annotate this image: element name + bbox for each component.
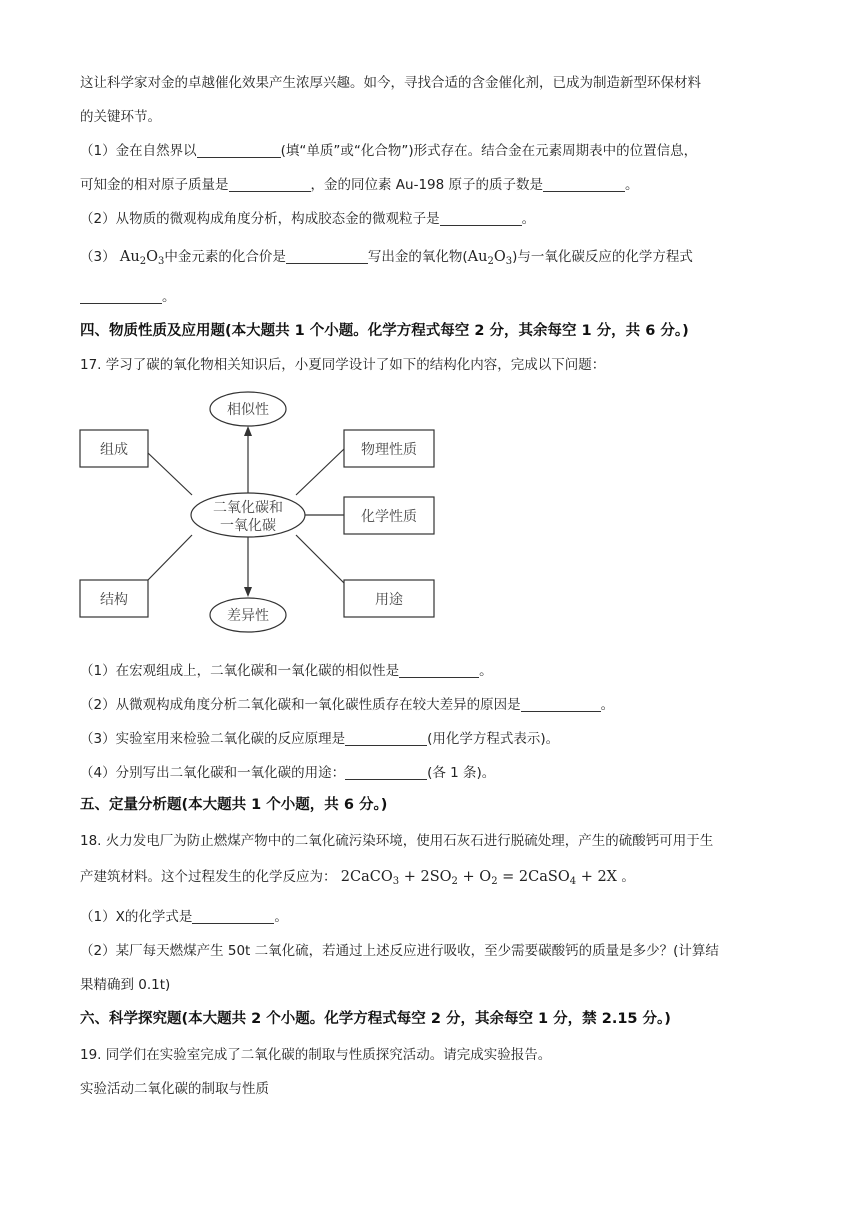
intro-line-2: 的关键环节。	[80, 109, 161, 125]
uses-label: 用途	[375, 592, 403, 608]
section5-title: 五、定量分析题(本大题共 1 个小题，共 6 分。)	[80, 797, 388, 813]
section6-title: 六、科学探究题(本大题共 2 个小题。化学方程式每空 2 分，其余每空 1 分，禁 2.15 分。)	[80, 1011, 671, 1027]
similarity-label: 相似性	[227, 402, 269, 418]
q18-part2-line2: 果精确到 0.1t)	[80, 977, 171, 993]
q18-p1-text: （1）X的化学式是	[80, 909, 193, 925]
q16-p2-text-b: 。	[521, 211, 536, 227]
answer-blank[interactable]	[197, 143, 281, 158]
composition-label: 组成	[100, 442, 128, 458]
structure-label: 结构	[100, 592, 128, 608]
q17-stem: 17. 学习了碳的氧化物相关知识后，小夏同学设计了如下的结构化内容，完成以下问题：	[80, 357, 606, 373]
q17-p4-end: (各 1 条)。	[427, 765, 496, 781]
q17-part1	[80, 662, 493, 680]
q17-p1-text: （1）在宏观组成上，二氧化碳和一氧化碳的相似性是	[80, 663, 400, 679]
q17-p3-text: （3）实验室用来检验二氧化碳的反应原理是	[80, 731, 346, 747]
q19-activity-title: 实验活动二氧化碳的制取与性质	[80, 1081, 269, 1097]
q16-p3-text-d: )与一氧化碳反应的化学方程式	[512, 249, 693, 265]
q16-part3	[80, 248, 693, 271]
intro-line-1: 这让科学家对金的卓越催化效果产生浓厚兴趣。如今，寻找合适的含金催化剂，已成为制造新型环保材料	[80, 75, 701, 91]
concept-map-diagram	[70, 385, 450, 645]
difference-label: 差异性	[227, 608, 269, 624]
q16-p3-text-b: 中金元素的化合价是	[164, 249, 286, 265]
answer-blank[interactable]	[440, 211, 522, 226]
answer-blank[interactable]	[192, 909, 274, 924]
q18-p1-end: 。	[274, 909, 288, 925]
q17-part4	[80, 764, 495, 782]
q16-p1-text-b: (填“单质”或“化合物”)形式存在。结合金在元素周期表中的位置信息，	[280, 143, 698, 159]
q17-p2-text: （2）从微观构成角度分析二氧化碳和一氧化碳性质存在较大差异的原因是	[80, 697, 521, 713]
answer-blank[interactable]	[399, 663, 479, 678]
q18-stem-line1: 18. 火力发电厂为防止燃煤产物中的二氧化硫污染环境，使用石灰石进行脱硫处理，产生的硫酸钙可用于生	[80, 833, 714, 849]
q17-p3-end: (用化学方程式表示)。	[427, 731, 560, 747]
answer-blank[interactable]	[80, 289, 162, 304]
q17-p2-end: 。	[600, 697, 615, 713]
q18-part2-line1: （2）某厂每天燃煤产生 50t 二氧化硫，若通过上述反应进行吸收，至少需要碳酸钙的质量是多少？(计算结	[80, 943, 719, 959]
q18-stem-line2	[80, 868, 635, 891]
q18-part1	[80, 908, 288, 926]
q16-part2	[80, 210, 535, 228]
center-label-line2: 一氧化碳	[220, 518, 276, 534]
q16-p1-text-c: 可知金的相对原子质量是	[80, 177, 229, 193]
q16-p1-text-d: ，金的同位素 Au-198 原子的质子数是	[310, 177, 544, 193]
q18-stem2-text: 产建筑材料。这个过程发生的化学反应为：	[80, 869, 337, 885]
answer-blank[interactable]	[229, 177, 311, 192]
q16-p3-text-c: 写出金的氧化物(	[367, 249, 468, 265]
answer-blank[interactable]	[345, 731, 427, 746]
q17-part2	[80, 696, 614, 714]
q16-part3-line2	[80, 288, 176, 306]
chemical-properties-label: 化学性质	[361, 509, 417, 525]
answer-blank[interactable]	[286, 249, 368, 264]
physical-properties-label: 物理性质	[361, 442, 417, 458]
q16-p2-text-a: （2）从物质的微观构成角度分析，构成胶态金的微观粒子是	[80, 211, 440, 227]
formula-au2o3: $Au_2O_3$	[119, 249, 165, 267]
q17-p4-text: （4）分别写出二氧化碳和一氧化碳的用途：	[80, 765, 346, 781]
section4-title: 四、物质性质及应用题(本大题共 1 个小题。化学方程式每空 2 分，其余每空 1 分，共 6 分。)	[80, 323, 689, 339]
q16-p3-text-e: 。	[162, 289, 176, 305]
arrow-up-icon	[244, 426, 252, 436]
q16-part1-line1	[80, 142, 697, 160]
q16-p1-text-e: 。	[625, 177, 639, 193]
answer-blank[interactable]	[345, 765, 427, 780]
reaction-equation: 2CaCO$_3$ + $2SO_2 + O_2$ = 2CaSO$_4$ + 2X	[340, 869, 618, 887]
arrow-down-icon	[244, 587, 252, 597]
q16-part1-line2	[80, 176, 639, 194]
q18-stem2-end: 。	[621, 869, 635, 885]
q17-part3	[80, 730, 559, 748]
q19-stem: 19. 同学们在实验室完成了二氧化碳的制取与性质探究活动。请完成实验报告。	[80, 1047, 552, 1063]
answer-blank[interactable]	[521, 697, 601, 712]
q16-p1-text-a: （1）金在自然界以	[80, 143, 197, 159]
q17-p1-end: 。	[479, 663, 493, 679]
answer-blank[interactable]	[543, 177, 625, 192]
center-label-line1: 二氧化碳和	[213, 500, 283, 516]
formula-au2o3-2: $Au_2O_3$	[467, 249, 513, 267]
q16-p3-text-a: （3）	[80, 249, 116, 265]
